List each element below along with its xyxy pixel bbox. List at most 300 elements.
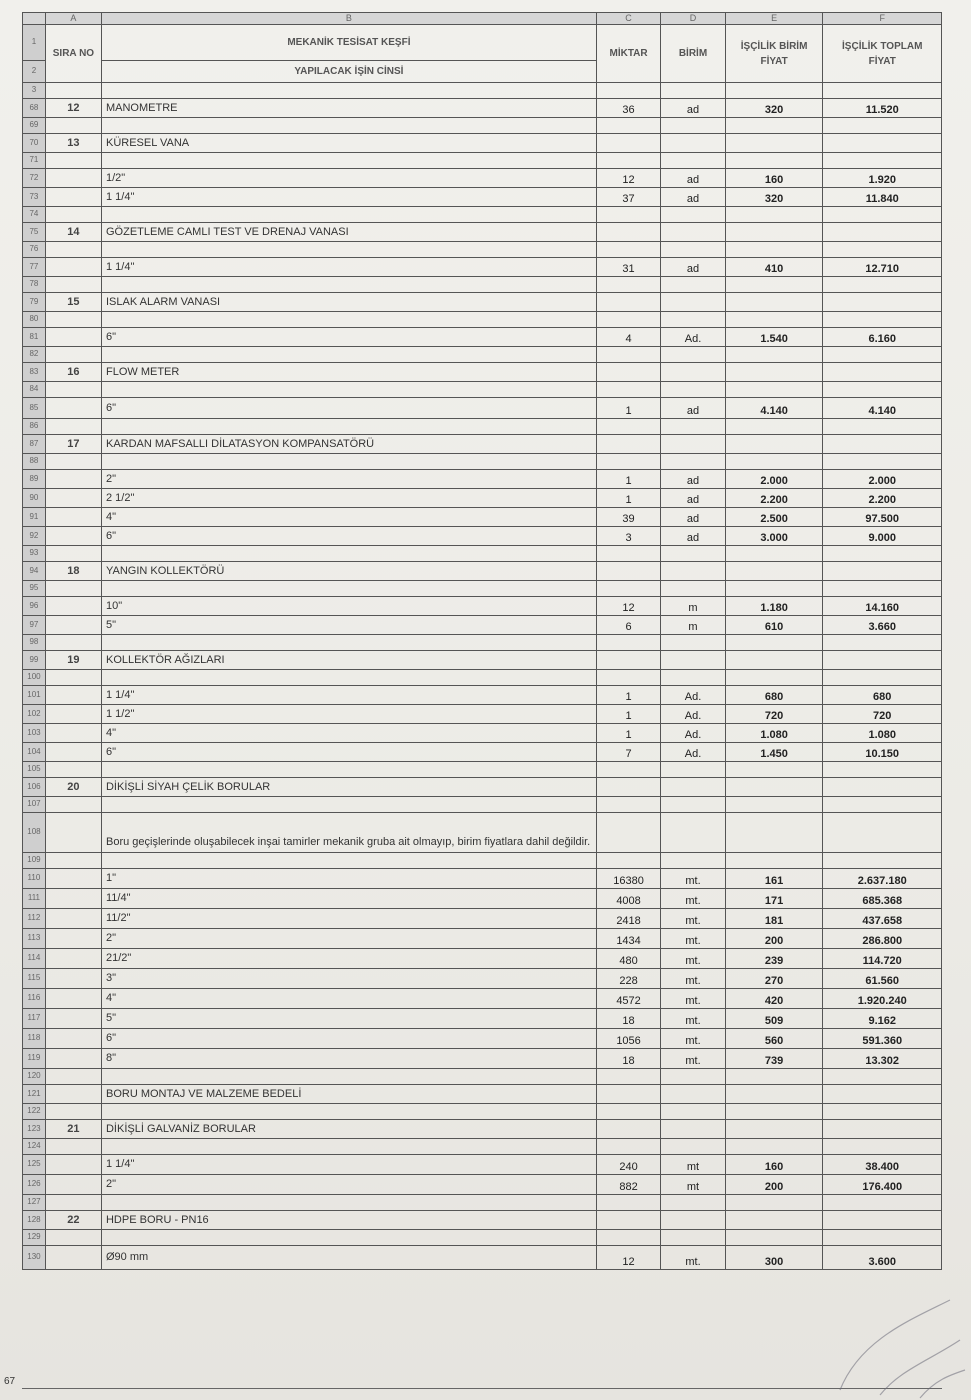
sira-no-cell — [45, 1139, 101, 1155]
unit-price-cell: 181 — [725, 909, 823, 929]
sira-no-cell — [45, 1246, 101, 1270]
sira-no-cell — [45, 616, 101, 635]
sira-no-cell — [45, 670, 101, 686]
description-cell — [101, 242, 596, 258]
row-number: 77 — [23, 258, 46, 277]
total-price-cell — [823, 1120, 942, 1139]
row-number: 80 — [23, 312, 46, 328]
unit-price-cell — [725, 562, 823, 581]
unit-price-cell — [725, 347, 823, 363]
table-row — [23, 651, 942, 670]
description-cell — [101, 419, 596, 435]
unit-cell — [661, 382, 725, 398]
description-cell: DİKİŞLİ GALVANİZ BORULAR — [101, 1120, 596, 1139]
description-cell: MANOMETRE — [101, 99, 596, 118]
row-number: 95 — [23, 581, 46, 597]
unit-price-cell: 410 — [725, 258, 823, 277]
unit-cell: Ad. — [661, 724, 725, 743]
sira-no-cell — [45, 989, 101, 1009]
table-row — [23, 508, 942, 527]
row-number: 130 — [23, 1246, 46, 1270]
description-cell — [101, 1230, 596, 1246]
row-number: 1 — [23, 25, 46, 61]
row-number: 86 — [23, 419, 46, 435]
unit-cell — [661, 762, 725, 778]
unit-cell — [661, 153, 725, 169]
quantity-cell: 4 — [596, 328, 660, 347]
quantity-cell: 2418 — [596, 909, 660, 929]
description-cell: 1 1/4" — [101, 188, 596, 207]
quantity-cell: 1434 — [596, 929, 660, 949]
empty-cell — [596, 83, 660, 99]
table-row — [23, 489, 942, 508]
row-number: 81 — [23, 328, 46, 347]
table-row — [23, 869, 942, 889]
unit-cell: mt. — [661, 949, 725, 969]
row-number: 73 — [23, 188, 46, 207]
table-row — [23, 813, 942, 853]
sira-no-cell — [45, 597, 101, 616]
quantity-cell — [596, 347, 660, 363]
unit-cell — [661, 454, 725, 470]
row-number: 78 — [23, 277, 46, 293]
unit-cell: mt — [661, 1155, 725, 1175]
unit-price-cell — [725, 1211, 823, 1230]
table-row — [23, 909, 942, 929]
description-cell: 5" — [101, 616, 596, 635]
description-cell: 4" — [101, 989, 596, 1009]
description-cell: FLOW METER — [101, 363, 596, 382]
row-number: 94 — [23, 562, 46, 581]
total-price-cell — [823, 382, 942, 398]
row-number: 104 — [23, 743, 46, 762]
sira-no-cell — [45, 347, 101, 363]
quantity-cell — [596, 293, 660, 312]
sira-no-cell: 19 — [45, 651, 101, 670]
sira-no-cell — [45, 277, 101, 293]
description-cell: Ø90 mm — [101, 1246, 596, 1270]
subtitle-header: YAPILACAK İŞİN CİNSİ — [101, 61, 596, 83]
unit-cell — [661, 363, 725, 382]
description-cell: BORU MONTAJ VE MALZEME BEDELİ — [101, 1085, 596, 1104]
description-cell: 6" — [101, 1029, 596, 1049]
unit-price-cell — [725, 635, 823, 651]
unit-cell: ad — [661, 169, 725, 188]
table-row — [23, 949, 942, 969]
empty-cell — [101, 83, 596, 99]
description-cell — [101, 277, 596, 293]
quantity-cell — [596, 797, 660, 813]
sira-no-cell — [45, 242, 101, 258]
row-number: 93 — [23, 546, 46, 562]
row-number: 90 — [23, 489, 46, 508]
row-number: 91 — [23, 508, 46, 527]
row-number: 114 — [23, 949, 46, 969]
description-cell — [101, 153, 596, 169]
unit-price-cell: 1.540 — [725, 328, 823, 347]
table-row — [23, 969, 942, 989]
table-row — [23, 293, 942, 312]
sira-no-cell — [45, 1085, 101, 1104]
sira-no-cell — [45, 188, 101, 207]
quantity-cell: 18 — [596, 1049, 660, 1069]
total-price-cell: 720 — [823, 705, 942, 724]
unit-cell — [661, 1195, 725, 1211]
unit-cell: ad — [661, 188, 725, 207]
unit-price-cell — [725, 797, 823, 813]
description-cell — [101, 312, 596, 328]
row-number: 115 — [23, 969, 46, 989]
unit-price-cell — [725, 670, 823, 686]
sira-no-cell — [45, 1195, 101, 1211]
row-number: 103 — [23, 724, 46, 743]
sira-no-cell — [45, 489, 101, 508]
row-number: 123 — [23, 1120, 46, 1139]
unit-price-cell: 2.200 — [725, 489, 823, 508]
description-cell: 6" — [101, 743, 596, 762]
total-price-cell — [823, 1085, 942, 1104]
sira-no-cell — [45, 153, 101, 169]
row-number: 124 — [23, 1139, 46, 1155]
unit-price-cell: 200 — [725, 1175, 823, 1195]
quantity-cell — [596, 223, 660, 242]
unit-cell — [661, 312, 725, 328]
total-price-cell — [823, 581, 942, 597]
unit-price-cell — [725, 1104, 823, 1120]
total-price-cell — [823, 134, 942, 153]
sira-no-cell — [45, 169, 101, 188]
description-cell — [101, 853, 596, 869]
description-cell: 21/2" — [101, 949, 596, 969]
unit-price-cell — [725, 134, 823, 153]
description-cell: HDPE BORU - PN16 — [101, 1211, 596, 1230]
total-price-cell: 61.560 — [823, 969, 942, 989]
total-price-cell: 6.160 — [823, 328, 942, 347]
quantity-cell — [596, 1104, 660, 1120]
row-number: 97 — [23, 616, 46, 635]
quantity-cell — [596, 546, 660, 562]
unit-price-cell — [725, 1139, 823, 1155]
row-number: 92 — [23, 527, 46, 546]
sira-no-cell — [45, 929, 101, 949]
total-price-cell: 2.200 — [823, 489, 942, 508]
row-number: 105 — [23, 762, 46, 778]
unit-cell: Ad. — [661, 705, 725, 724]
sira-no-cell — [45, 1230, 101, 1246]
unit-cell — [661, 293, 725, 312]
total-price-cell: 38.400 — [823, 1155, 942, 1175]
total-price-cell: 3.600 — [823, 1246, 942, 1270]
table-row — [23, 347, 942, 363]
table-row — [23, 1120, 942, 1139]
unit-cell: ad — [661, 527, 725, 546]
sira-no-cell — [45, 797, 101, 813]
row-number: 79 — [23, 293, 46, 312]
unit-cell: mt. — [661, 989, 725, 1009]
table-row — [23, 797, 942, 813]
unit-price-cell: 171 — [725, 889, 823, 909]
table-row — [23, 705, 942, 724]
unit-cell: ad — [661, 398, 725, 419]
table-row — [23, 743, 942, 762]
column-letter-row — [23, 13, 942, 25]
estimate-table — [22, 12, 942, 1270]
row-number: 85 — [23, 398, 46, 419]
unit-price-cell — [725, 242, 823, 258]
description-cell: ISLAK ALARM VANASI — [101, 293, 596, 312]
row-number: 126 — [23, 1175, 46, 1195]
total-price-cell — [823, 853, 942, 869]
unit-price-cell — [725, 1120, 823, 1139]
table-row — [23, 1155, 942, 1175]
unit-price-cell — [725, 546, 823, 562]
sira-no-cell — [45, 454, 101, 470]
unit-price-cell — [725, 223, 823, 242]
unit-cell — [661, 813, 725, 853]
row-number: 129 — [23, 1230, 46, 1246]
description-cell: 6" — [101, 398, 596, 419]
quantity-cell — [596, 1139, 660, 1155]
row-number: 75 — [23, 223, 46, 242]
total-price-cell: 591.360 — [823, 1029, 942, 1049]
column-letter: A — [45, 13, 101, 25]
description-cell — [101, 1104, 596, 1120]
description-cell — [101, 797, 596, 813]
table-row — [23, 398, 942, 419]
unit-cell: ad — [661, 470, 725, 489]
row-number: 101 — [23, 686, 46, 705]
quantity-cell — [596, 1085, 660, 1104]
header-row-3 — [23, 83, 942, 99]
unit-price-cell — [725, 651, 823, 670]
total-price-cell: 11.520 — [823, 99, 942, 118]
quantity-cell: 480 — [596, 949, 660, 969]
row-number: 100 — [23, 670, 46, 686]
quantity-cell: 1 — [596, 398, 660, 419]
unit-price-cell — [725, 778, 823, 797]
unit-price-cell: 680 — [725, 686, 823, 705]
row-number: 117 — [23, 1009, 46, 1029]
total-price-cell — [823, 207, 942, 223]
row-number: 71 — [23, 153, 46, 169]
quantity-cell — [596, 778, 660, 797]
total-price-cell — [823, 762, 942, 778]
quantity-cell — [596, 153, 660, 169]
total-price-cell: 1.080 — [823, 724, 942, 743]
unit-price-cell — [725, 813, 823, 853]
total-price-cell — [823, 635, 942, 651]
unit-cell: Ad. — [661, 686, 725, 705]
empty-cell — [45, 83, 101, 99]
row-number: 69 — [23, 118, 46, 134]
quantity-cell: 36 — [596, 99, 660, 118]
quantity-cell: 4572 — [596, 989, 660, 1009]
unit-price-cell: 1.450 — [725, 743, 823, 762]
unit-cell — [661, 1139, 725, 1155]
table-row — [23, 435, 942, 454]
sira-no-cell — [45, 118, 101, 134]
sira-no-cell — [45, 1069, 101, 1085]
sira-no-cell — [45, 1104, 101, 1120]
description-cell: YANGIN KOLLEKTÖRÜ — [101, 562, 596, 581]
row-number: 108 — [23, 813, 46, 853]
sira-no-cell — [45, 207, 101, 223]
column-letter: F — [823, 13, 942, 25]
total-price-cell: 176.400 — [823, 1175, 942, 1195]
table-row — [23, 454, 942, 470]
total-price-cell: 4.140 — [823, 398, 942, 419]
description-cell: 11/4" — [101, 889, 596, 909]
table-row — [23, 1246, 942, 1270]
table-row — [23, 470, 942, 489]
unit-price-cell: 3.000 — [725, 527, 823, 546]
table-row — [23, 153, 942, 169]
row-number: 111 — [23, 889, 46, 909]
unit-price-cell: 2.000 — [725, 470, 823, 489]
total-price-cell: 685.368 — [823, 889, 942, 909]
unit-price-cell: 509 — [725, 1009, 823, 1029]
sira-no-cell: 13 — [45, 134, 101, 153]
table-row — [23, 778, 942, 797]
unit-cell — [661, 1085, 725, 1104]
description-cell: DİKİŞLİ SİYAH ÇELİK BORULAR — [101, 778, 596, 797]
sira-no-cell — [45, 1155, 101, 1175]
table-row — [23, 929, 942, 949]
row-number: 84 — [23, 382, 46, 398]
unit-cell — [661, 651, 725, 670]
unit-price-cell: 739 — [725, 1049, 823, 1069]
quantity-cell: 12 — [596, 597, 660, 616]
quantity-cell: 37 — [596, 188, 660, 207]
quantity-cell — [596, 382, 660, 398]
total-price-cell — [823, 670, 942, 686]
total-price-cell: 286.800 — [823, 929, 942, 949]
unit-cell — [661, 1120, 725, 1139]
table-row — [23, 223, 942, 242]
total-price-cell: 437.658 — [823, 909, 942, 929]
row-number: 118 — [23, 1029, 46, 1049]
sira-no-cell: 18 — [45, 562, 101, 581]
table-row — [23, 188, 942, 207]
signature-mark — [820, 1280, 970, 1400]
unit-cell — [661, 546, 725, 562]
total-price-cell — [823, 293, 942, 312]
description-cell — [101, 762, 596, 778]
description-cell: 2" — [101, 470, 596, 489]
column-letter: C — [596, 13, 660, 25]
sira-no-cell — [45, 328, 101, 347]
table-row — [23, 258, 942, 277]
row-number: 122 — [23, 1104, 46, 1120]
quantity-cell — [596, 1069, 660, 1085]
table-row — [23, 242, 942, 258]
quantity-cell — [596, 635, 660, 651]
total-price-cell — [823, 1104, 942, 1120]
description-cell: 1/2" — [101, 169, 596, 188]
table-row — [23, 118, 942, 134]
unit-cell: m — [661, 616, 725, 635]
total-price-cell — [823, 223, 942, 242]
unit-price-cell: 270 — [725, 969, 823, 989]
description-cell: 8" — [101, 1049, 596, 1069]
miktar-header: MİKTAR — [596, 25, 660, 83]
unit-cell: ad — [661, 258, 725, 277]
quantity-cell: 31 — [596, 258, 660, 277]
table-row — [23, 635, 942, 651]
quantity-cell: 1056 — [596, 1029, 660, 1049]
total-price-cell — [823, 312, 942, 328]
total-price-cell — [823, 1230, 942, 1246]
total-price-cell — [823, 419, 942, 435]
total-price-cell — [823, 347, 942, 363]
unit-cell — [661, 670, 725, 686]
quantity-cell: 7 — [596, 743, 660, 762]
row-number: 87 — [23, 435, 46, 454]
table-row — [23, 853, 942, 869]
total-price-cell — [823, 797, 942, 813]
quantity-cell — [596, 762, 660, 778]
table-row — [23, 1085, 942, 1104]
unit-price-cell — [725, 1195, 823, 1211]
unit-price-cell — [725, 363, 823, 382]
table-row — [23, 616, 942, 635]
unit-cell: Ad. — [661, 328, 725, 347]
row-number: 96 — [23, 597, 46, 616]
unit-cell — [661, 1069, 725, 1085]
sira-no-cell — [45, 470, 101, 489]
quantity-cell — [596, 242, 660, 258]
row-number: 128 — [23, 1211, 46, 1230]
empty-cell — [661, 83, 725, 99]
sira-no-cell — [45, 909, 101, 929]
unit-cell — [661, 581, 725, 597]
table-row — [23, 419, 942, 435]
row-number: 125 — [23, 1155, 46, 1175]
quantity-cell: 1 — [596, 489, 660, 508]
quantity-cell — [596, 562, 660, 581]
column-letter: D — [661, 13, 725, 25]
empty-cell — [725, 83, 823, 99]
page-number: 67 — [4, 1376, 16, 1387]
sira-no-cell — [45, 635, 101, 651]
total-price-cell: 9.000 — [823, 527, 942, 546]
total-price-cell — [823, 778, 942, 797]
unit-cell — [661, 134, 725, 153]
table-row — [23, 1069, 942, 1085]
sira-no-cell — [45, 508, 101, 527]
sira-no-cell — [45, 1029, 101, 1049]
quantity-cell — [596, 134, 660, 153]
total-price-cell — [823, 1195, 942, 1211]
quantity-cell: 1 — [596, 470, 660, 489]
table-row — [23, 207, 942, 223]
unit-cell: mt — [661, 1175, 725, 1195]
description-cell — [101, 581, 596, 597]
sira-no-cell — [45, 1049, 101, 1069]
quantity-cell: 6 — [596, 616, 660, 635]
unit-price-cell — [725, 277, 823, 293]
unit-price-cell — [725, 853, 823, 869]
unit-cell: ad — [661, 508, 725, 527]
total-price-cell: 3.660 — [823, 616, 942, 635]
table-row — [23, 1195, 942, 1211]
quantity-cell: 16380 — [596, 869, 660, 889]
table-row — [23, 1230, 942, 1246]
quantity-cell — [596, 454, 660, 470]
row-number: 120 — [23, 1069, 46, 1085]
description-cell: 1 1/2" — [101, 705, 596, 724]
quantity-cell — [596, 312, 660, 328]
